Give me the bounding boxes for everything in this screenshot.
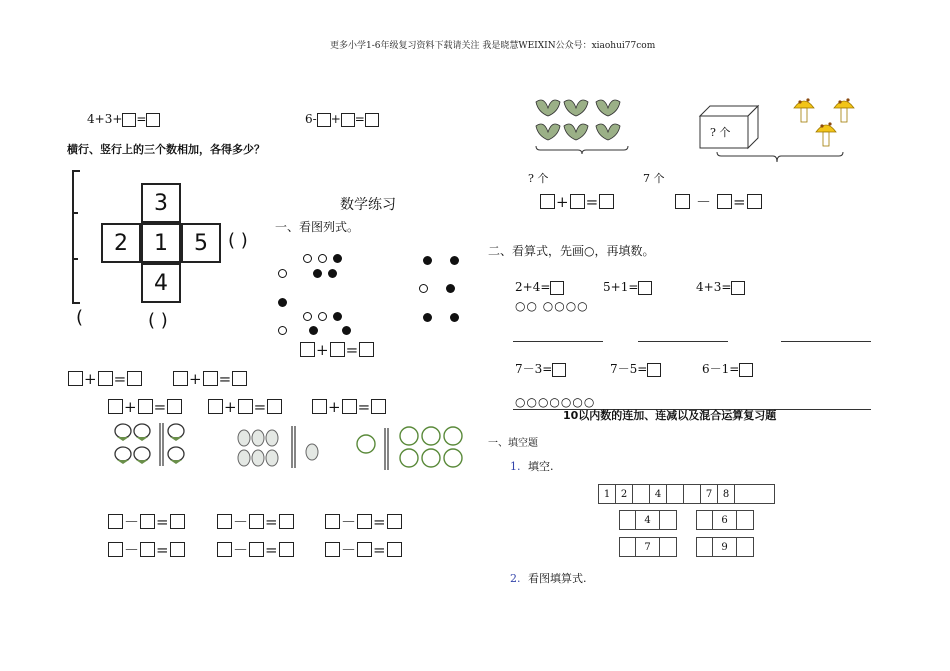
box-equation: － =: [217, 511, 294, 532]
box-equation: + =: [300, 339, 374, 359]
cell-center: 1: [141, 223, 181, 263]
hollow-dot: [318, 254, 327, 263]
answer-box[interactable]: [173, 371, 188, 386]
cross-instruction: 横行、竖行上的三个数相加，各得多少？: [67, 143, 265, 156]
row-sum-paren[interactable]: ( ): [228, 230, 248, 251]
blank-cell[interactable]: [697, 538, 713, 556]
answer-box[interactable]: [342, 399, 357, 414]
review-title: 10以内数的连加、连减以及混合运算复习题: [563, 409, 777, 422]
dot-row: [275, 292, 290, 311]
answer-box[interactable]: [217, 542, 232, 557]
cell-right: 5: [181, 223, 221, 263]
filled-dot: [342, 326, 351, 335]
answer-box[interactable]: [359, 342, 374, 357]
box-equation: + =: [540, 191, 614, 211]
answer-box[interactable]: [552, 363, 566, 377]
answer-box[interactable]: [267, 399, 282, 414]
box-equation: － =: [108, 539, 185, 560]
blank-cell[interactable]: [620, 538, 636, 556]
blank-cell[interactable]: [620, 511, 636, 529]
calc-item: 2+4=: [515, 280, 564, 295]
number-strip: 1 2 4 7 8: [598, 484, 775, 504]
item-2: 2. 看图填算式.: [510, 572, 587, 585]
filled-dot: [313, 269, 322, 278]
answer-box[interactable]: [675, 194, 690, 209]
blank-cell[interactable]: [737, 511, 753, 529]
blank-cell[interactable]: [697, 511, 713, 529]
cross-grid: [68, 170, 268, 340]
filled-dot: [423, 256, 432, 265]
answer-box[interactable]: [122, 113, 136, 127]
column-sum-paren[interactable]: ( ): [148, 310, 168, 331]
pear-picture: [234, 420, 324, 472]
answer-box[interactable]: [170, 542, 185, 557]
box-equation: － =: [325, 539, 402, 560]
dot-row: [275, 263, 340, 282]
answer-box[interactable]: [140, 514, 155, 529]
answer-box[interactable]: [68, 371, 83, 386]
box-equation: + =: [108, 396, 182, 416]
blank-cell[interactable]: [684, 485, 701, 503]
peach-picture: [112, 420, 192, 468]
blank-cell[interactable]: [660, 538, 676, 556]
hollow-dot: [278, 269, 287, 278]
calc-item: 6－1=: [702, 360, 753, 377]
answer-box[interactable]: [330, 342, 345, 357]
answer-box[interactable]: [108, 542, 123, 557]
answer-box[interactable]: [365, 113, 379, 127]
bracket-tick: [72, 212, 78, 214]
answer-box[interactable]: [357, 542, 372, 557]
answer-box[interactable]: [146, 113, 160, 127]
answer-box[interactable]: [98, 371, 113, 386]
box-equation: － =: [108, 511, 185, 532]
dot-row: [420, 307, 462, 326]
number-strip: 6: [696, 510, 754, 530]
answer-box[interactable]: [108, 514, 123, 529]
box-equation: + =: [312, 396, 386, 416]
answer-box[interactable]: [341, 113, 355, 127]
filled-dot: [450, 313, 459, 322]
cell-left: 2: [101, 223, 141, 263]
cube-label: ? 个: [710, 126, 731, 139]
answer-line[interactable]: [781, 341, 871, 342]
answer-box[interactable]: [279, 542, 294, 557]
item-1: 1. 填空.: [510, 460, 554, 473]
filled-dot: [423, 313, 432, 322]
answer-box[interactable]: [647, 363, 661, 377]
answer-box[interactable]: [325, 514, 340, 529]
answer-box[interactable]: [317, 113, 331, 127]
equation-1: 4+3+ =: [87, 112, 160, 127]
answer-box[interactable]: [357, 514, 372, 529]
dot-row: [275, 320, 354, 339]
calc-item: 7－3=: [515, 360, 566, 377]
cell-bottom: 4: [141, 263, 181, 303]
circle-drawing: ○○ ○○○○: [515, 299, 589, 313]
filled-dot: [450, 256, 459, 265]
answer-box[interactable]: [747, 194, 762, 209]
answer-box[interactable]: [167, 399, 182, 414]
answer-box[interactable]: [217, 514, 232, 529]
filled-dot: [309, 326, 318, 335]
equation-2: 6- + =: [305, 112, 379, 127]
calc-item: 4+3=: [696, 280, 745, 295]
apple-picture: [355, 424, 470, 474]
blank-cell[interactable]: [660, 511, 676, 529]
answer-box[interactable]: [249, 542, 264, 557]
hollow-dot: [303, 254, 312, 263]
box-equation: － =: [217, 539, 294, 560]
cell-top: 3: [141, 183, 181, 223]
answer-line[interactable]: [513, 341, 603, 342]
fill-section-label: 一、填空题: [488, 438, 538, 449]
answer-box[interactable]: [638, 281, 652, 295]
answer-box[interactable]: [127, 371, 142, 386]
answer-box[interactable]: [387, 514, 402, 529]
box-equation: + =: [208, 396, 282, 416]
answer-box[interactable]: [208, 399, 223, 414]
diagonal-paren[interactable]: (: [76, 307, 84, 328]
number-strip: 4: [619, 510, 677, 530]
answer-box[interactable]: [312, 399, 327, 414]
number-strip: 7: [619, 537, 677, 557]
section-2-label: 二、看算式，先画○，再填数。: [488, 244, 655, 258]
answer-box[interactable]: [279, 514, 294, 529]
answer-box[interactable]: [387, 542, 402, 557]
answer-box[interactable]: [739, 363, 753, 377]
filled-dot: [333, 254, 342, 263]
box-equation: － =: [325, 511, 402, 532]
dot-row: [416, 278, 458, 297]
answer-box[interactable]: [140, 542, 155, 557]
hollow-dot: [278, 326, 287, 335]
answer-box[interactable]: [249, 514, 264, 529]
unknown-count: ? 个: [528, 172, 549, 185]
filled-dot: [328, 269, 337, 278]
answer-box[interactable]: [232, 371, 247, 386]
answer-box[interactable]: [717, 194, 732, 209]
left-bracket: [72, 170, 80, 304]
answer-box[interactable]: [599, 194, 614, 209]
filled-dot: [446, 284, 455, 293]
answer-box[interactable]: [731, 281, 745, 295]
answer-box[interactable]: [203, 371, 218, 386]
box-equation: － =: [675, 191, 762, 212]
mushroom-picture: [790, 94, 860, 160]
dot-row: [420, 250, 462, 269]
total-count: 7 个: [643, 172, 665, 185]
box-equation: + =: [68, 368, 142, 388]
calc-item: 5+1=: [603, 280, 652, 295]
blank-cell[interactable]: [737, 538, 753, 556]
bracket-tick: [72, 258, 78, 260]
answer-box[interactable]: [550, 281, 564, 295]
butterfly-picture: [532, 96, 632, 154]
number-strip: 9: [696, 537, 754, 557]
answer-box[interactable]: [138, 399, 153, 414]
answer-line[interactable]: [638, 341, 728, 342]
practice-title: 数学练习: [340, 197, 396, 213]
blank-cell[interactable]: [735, 485, 752, 503]
answer-box[interactable]: [570, 194, 585, 209]
answer-box[interactable]: [300, 342, 315, 357]
answer-box[interactable]: [540, 194, 555, 209]
page-header: 更多小学1-6年级复习资料下载请关注 我是晓慧WEIXIN公众号：xiaohui77com: [330, 41, 656, 51]
answer-box[interactable]: [170, 514, 185, 529]
hollow-dot: [419, 284, 428, 293]
section-1-label: 一、看图列式。: [275, 220, 360, 234]
answer-box[interactable]: [238, 399, 253, 414]
blank-cell[interactable]: [667, 485, 684, 503]
answer-box[interactable]: [371, 399, 386, 414]
answer-box[interactable]: [108, 399, 123, 414]
circle-drawing: ○○○○○○○: [515, 395, 596, 409]
blank-cell[interactable]: [633, 485, 650, 503]
filled-dot: [278, 298, 287, 307]
box-equation: + =: [173, 368, 247, 388]
answer-box[interactable]: [325, 542, 340, 557]
calc-item: 7－5=: [610, 360, 661, 377]
